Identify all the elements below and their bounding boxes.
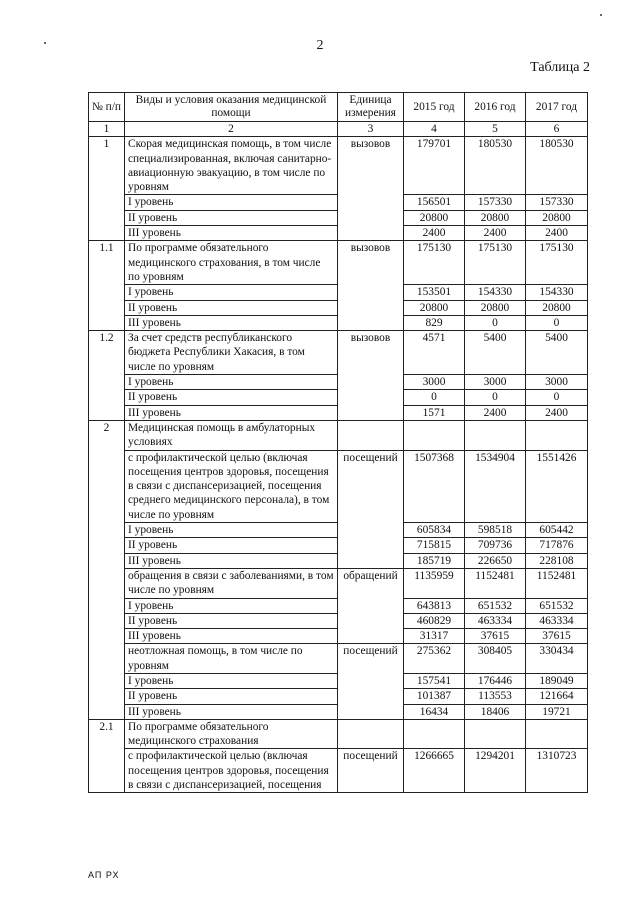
value-2016: 5400 [465, 331, 526, 375]
table-row [89, 226, 588, 241]
value-2016: 598518 [465, 523, 526, 538]
value-2015: 1266665 [404, 749, 465, 793]
value-2016: 113553 [465, 689, 526, 704]
value-2015: 2400 [404, 226, 465, 241]
value-2015: 153501 [404, 285, 465, 300]
value-2016: 157330 [465, 195, 526, 210]
table-row [89, 331, 588, 375]
header-unit: Единица измерения [338, 93, 404, 122]
level-label: III уровень [125, 629, 338, 644]
value-2015: 31317 [404, 629, 465, 644]
table-row [89, 719, 588, 749]
value-2017: 189049 [526, 673, 588, 688]
row-unit: обращений [338, 568, 404, 598]
value-2017: 154330 [526, 285, 588, 300]
value-2017: 2400 [526, 405, 588, 420]
table-row [89, 553, 588, 568]
level-label: II уровень [125, 210, 338, 225]
header-2017: 2017 год [526, 93, 588, 122]
value-2017: 180530 [526, 137, 588, 195]
table-row [89, 629, 588, 644]
row-description: По программе обязательного медицинского страхования [125, 719, 338, 749]
table-row [89, 450, 588, 522]
row-description: За счет средств республиканского бюджета Республики Хакасия, в том числе по уровням [125, 331, 338, 375]
value-2015: 1507368 [404, 450, 465, 522]
table-row [89, 749, 588, 793]
table-row [89, 375, 588, 390]
level-label: I уровень [125, 375, 338, 390]
value-2015: 643813 [404, 598, 465, 613]
table-row [89, 538, 588, 553]
value-2016: 180530 [465, 137, 526, 195]
value-2015: 715815 [404, 538, 465, 553]
row-unit: посещений [338, 644, 404, 674]
row-unit: вызовов [338, 241, 404, 285]
value-2017: 1152481 [526, 568, 588, 598]
row-description: неотложная помощь, в том числе по уровням [125, 644, 338, 674]
header-2016: 2016 год [465, 93, 526, 122]
value-2015: 179701 [404, 137, 465, 195]
value-2015: 460829 [404, 613, 465, 628]
value-2016: 20800 [465, 210, 526, 225]
table-row [89, 523, 588, 538]
value-2015: 20800 [404, 210, 465, 225]
level-label: II уровень [125, 390, 338, 405]
value-2015: 829 [404, 315, 465, 330]
value-2017: 651532 [526, 598, 588, 613]
value-2017: 19721 [526, 704, 588, 719]
table-row [89, 689, 588, 704]
row-number: 1.2 [89, 331, 125, 375]
value-2016: 0 [465, 390, 526, 405]
value-2017: 20800 [526, 210, 588, 225]
medical-care-volume-table [88, 92, 588, 793]
level-label: III уровень [125, 226, 338, 241]
header-type: Виды и условия оказания медицинской помощи [125, 93, 338, 122]
row-description: с профилактической целью (включая посещения центров здоровья, посещения в связи с диспансеризацией, посещения [125, 749, 338, 793]
table-row [89, 137, 588, 195]
value-2017: 5400 [526, 331, 588, 375]
value-2017: 0 [526, 390, 588, 405]
value-2017: 330434 [526, 644, 588, 674]
level-label: I уровень [125, 523, 338, 538]
level-label: III уровень [125, 553, 338, 568]
column-index: 2 [125, 122, 338, 137]
row-number: 2.1 [89, 719, 125, 749]
row-description: обращения в связи с заболеваниями, в том числе по уровням [125, 568, 338, 598]
value-2015: 185719 [404, 553, 465, 568]
column-index: 6 [526, 122, 588, 137]
value-2016: 37615 [465, 629, 526, 644]
row-description: Медицинская помощь в амбулаторных условиях [125, 420, 338, 450]
table-row [89, 315, 588, 330]
value-2017: 0 [526, 315, 588, 330]
level-label: I уровень [125, 673, 338, 688]
column-index-row [89, 122, 588, 137]
table-row [89, 210, 588, 225]
value-2016: 226650 [465, 553, 526, 568]
row-description: с профилактической целью (включая посещения центров здоровья, посещения в связи с диспансеризацией, посещения среднего медицинского персонала), в том числе по уровням [125, 450, 338, 522]
value-2015: 156501 [404, 195, 465, 210]
table-title: Таблица 2 [530, 60, 590, 75]
value-2017: 20800 [526, 300, 588, 315]
value-2016: 175130 [465, 241, 526, 285]
column-index: 1 [89, 122, 125, 137]
table-row [89, 568, 588, 598]
row-number: 2 [89, 420, 125, 450]
value-2015: 605834 [404, 523, 465, 538]
value-2015: 1135959 [404, 568, 465, 598]
footer-stamp: АП РХ [88, 870, 120, 880]
table-row [89, 241, 588, 285]
level-label: II уровень [125, 300, 338, 315]
column-index: 5 [465, 122, 526, 137]
level-label: II уровень [125, 538, 338, 553]
row-unit: вызовов [338, 137, 404, 195]
row-number: 1 [89, 137, 125, 195]
table-row [89, 285, 588, 300]
table-row [89, 613, 588, 628]
value-2017: 717876 [526, 538, 588, 553]
table-header-row [89, 93, 588, 122]
value-2015: 1571 [404, 405, 465, 420]
level-label: I уровень [125, 195, 338, 210]
level-label: III уровень [125, 704, 338, 719]
value-2015: 4571 [404, 331, 465, 375]
level-label: II уровень [125, 613, 338, 628]
value-2016: 176446 [465, 673, 526, 688]
value-2016: 3000 [465, 375, 526, 390]
value-2017: 157330 [526, 195, 588, 210]
column-index: 4 [404, 122, 465, 137]
value-2015: 101387 [404, 689, 465, 704]
value-2016: 1534904 [465, 450, 526, 522]
table-row [89, 644, 588, 674]
value-2016: 154330 [465, 285, 526, 300]
value-2016: 2400 [465, 226, 526, 241]
table-row [89, 598, 588, 613]
value-2016: 20800 [465, 300, 526, 315]
value-2015: 20800 [404, 300, 465, 315]
table-row [89, 300, 588, 315]
level-label: I уровень [125, 285, 338, 300]
value-2015: 0 [404, 390, 465, 405]
page-number: 2 [316, 38, 324, 53]
column-index: 3 [338, 122, 404, 137]
level-label: III уровень [125, 315, 338, 330]
value-2017: 37615 [526, 629, 588, 644]
level-label: III уровень [125, 405, 338, 420]
row-number: 1.1 [89, 241, 125, 285]
value-2016: 1294201 [465, 749, 526, 793]
row-description: Скорая медицинская помощь, в том числе специализированная, включая санитарно-авиационную эвакуацию, в том числе по уровням [125, 137, 338, 195]
value-2015: 157541 [404, 673, 465, 688]
table-row [89, 420, 588, 450]
table-row [89, 405, 588, 420]
value-2017: 3000 [526, 375, 588, 390]
level-label: II уровень [125, 689, 338, 704]
value-2017: 228108 [526, 553, 588, 568]
value-2015: 3000 [404, 375, 465, 390]
scan-speck [600, 14, 602, 16]
value-2015: 275362 [404, 644, 465, 674]
value-2016: 463334 [465, 613, 526, 628]
value-2016: 0 [465, 315, 526, 330]
value-2017: 463334 [526, 613, 588, 628]
value-2017: 605442 [526, 523, 588, 538]
level-label: I уровень [125, 598, 338, 613]
value-2016: 2400 [465, 405, 526, 420]
value-2017: 175130 [526, 241, 588, 285]
value-2015: 16434 [404, 704, 465, 719]
value-2016: 709736 [465, 538, 526, 553]
value-2016: 308405 [465, 644, 526, 674]
row-description: По программе обязательного медицинского страхования, в том числе по уровням [125, 241, 338, 285]
header-2015: 2015 год [404, 93, 465, 122]
value-2016: 18406 [465, 704, 526, 719]
table-row [89, 673, 588, 688]
value-2017: 1310723 [526, 749, 588, 793]
table-row [89, 195, 588, 210]
row-unit: посещений [338, 749, 404, 793]
row-unit: вызовов [338, 331, 404, 375]
value-2017: 1551426 [526, 450, 588, 522]
header-num: № п/п [89, 93, 125, 122]
value-2015: 175130 [404, 241, 465, 285]
value-2016: 651532 [465, 598, 526, 613]
value-2017: 121664 [526, 689, 588, 704]
row-unit: посещений [338, 450, 404, 522]
table-row [89, 390, 588, 405]
value-2017: 2400 [526, 226, 588, 241]
table-row [89, 704, 588, 719]
value-2016: 1152481 [465, 568, 526, 598]
